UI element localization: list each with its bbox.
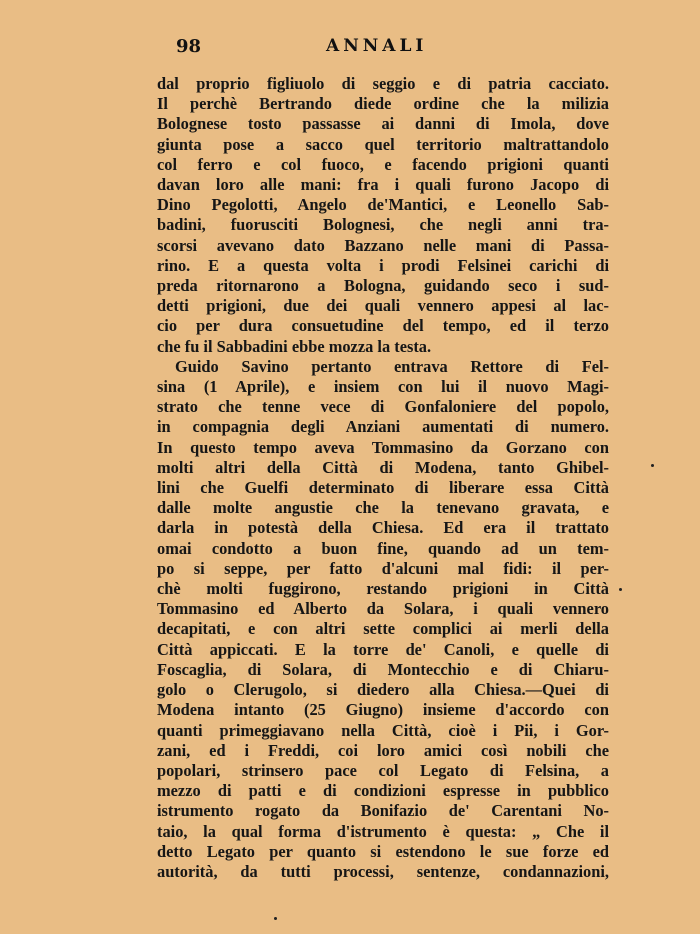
- page-header: [176, 36, 596, 62]
- text-line: autorità, da tutti processi, sentenze, condannazioni,: [157, 861, 609, 881]
- text-line: chè molti fuggirono, restando prigioni in Città: [157, 579, 609, 599]
- text-line: Foscaglia, di Solara, di Montecchio e di Chiaru-: [157, 659, 609, 679]
- text-line: col ferro e col fuoco, e facendo prigioni quanti: [157, 154, 609, 174]
- text-line: giunta pose a sacco quel territorio maltrattandolo: [157, 134, 609, 154]
- text-line: molti altri della Città di Modena, tanto Ghibel-: [157, 457, 609, 477]
- text-line: cio per dura consuetudine del tempo, ed il terzo: [157, 316, 609, 336]
- text-line: preda ritornarono a Bologna, guidando seco i sud-: [157, 276, 609, 296]
- running-title: ANNALI: [326, 36, 428, 56]
- text-line: golo o Clerugolo, si diedero alla Chiesa.—Quei di: [157, 680, 609, 700]
- text-line: dalle molte angustie che la tenevano gravata, e: [157, 498, 609, 518]
- text-line: zani, ed i Freddi, coi loro amici così nobili che: [157, 740, 609, 760]
- text-line: istrumento rogato da Bonifazio de' Carentani No-: [157, 801, 609, 821]
- text-line: Bolognese tosto passasse ai danni di Imola, dove: [157, 114, 609, 134]
- text-line: detti prigioni, due dei quali vennero appesi al lac-: [157, 296, 609, 316]
- text-line: davan loro alle mani: fra i quali furono Jacopo di: [157, 175, 609, 195]
- text-line: mezzo di patti e di condizioni espresse in pubblico: [157, 781, 609, 801]
- text-line: popolari, strinsero pace col Legato di Felsina, a: [157, 760, 609, 780]
- text-line-paragraph-start: Guido Savino pertanto entrava Rettore di Fel-: [175, 356, 609, 376]
- text-line: badini, fuorusciti Bolognesi, che negli anni tra-: [157, 215, 609, 235]
- text-line: Modena intanto (25 Giugno) insieme d'accordo con: [157, 700, 609, 720]
- page-number: 98: [176, 36, 202, 57]
- body-text: [157, 74, 609, 882]
- text-line: strato che tenne vece di Gonfaloniere del popolo,: [157, 397, 609, 417]
- text-line: Città appiccati. E la torre de' Canoli, e quelle di: [157, 639, 609, 659]
- text-line: Tommasino ed Alberto da Solara, i quali vennero: [157, 599, 609, 619]
- text-line: darla in potestà della Chiesa. Ed era il trattato: [157, 518, 609, 538]
- text-line: scorsi avevano dato Bazzano nelle mani di Passa-: [157, 235, 609, 255]
- text-line: omai condotto a buon fine, quando ad un tem-: [157, 538, 609, 558]
- text-line-paragraph-end: che fu il Sabbadini ebbe mozza la testa.: [157, 336, 432, 356]
- text-line: Il perchè Bertrando diede ordine che la milizia: [157, 94, 609, 114]
- text-line: rino. E a questa volta i prodi Felsinei carichi di: [157, 255, 609, 275]
- text-line: in compagnia degli Anziani aumentati di numero.: [157, 417, 609, 437]
- text-line: detto Legato per quanto si estendono le sue forze ed: [157, 841, 609, 861]
- paper-speck: [619, 588, 622, 591]
- text-line: lini che Guelfi determinato di liberare essa Città: [157, 478, 609, 498]
- text-line: sina (1 Aprile), e insiem con lui il nuovo Magi-: [157, 377, 609, 397]
- text-line: quanti primeggiavano nella Città, cioè i Pii, i Gor-: [157, 720, 609, 740]
- text-line: dal proprio figliuolo di seggio e di patria cacciato.: [157, 74, 609, 93]
- text-line: taio, la qual forma d'istrumento è questa: „ Che il: [157, 821, 609, 841]
- text-line: Dino Pegolotti, Angelo de'Mantici, e Leonello Sab-: [157, 195, 609, 215]
- paper-speck: [274, 917, 277, 920]
- text-line: In questo tempo aveva Tommasino da Gorzano con: [157, 437, 609, 457]
- text-line: decapitati, e con altri sette complici ai merli della: [157, 619, 609, 639]
- text-line: po si seppe, per fatto d'alcuni mal fidi: il per-: [157, 558, 609, 578]
- paper-speck: [651, 464, 654, 467]
